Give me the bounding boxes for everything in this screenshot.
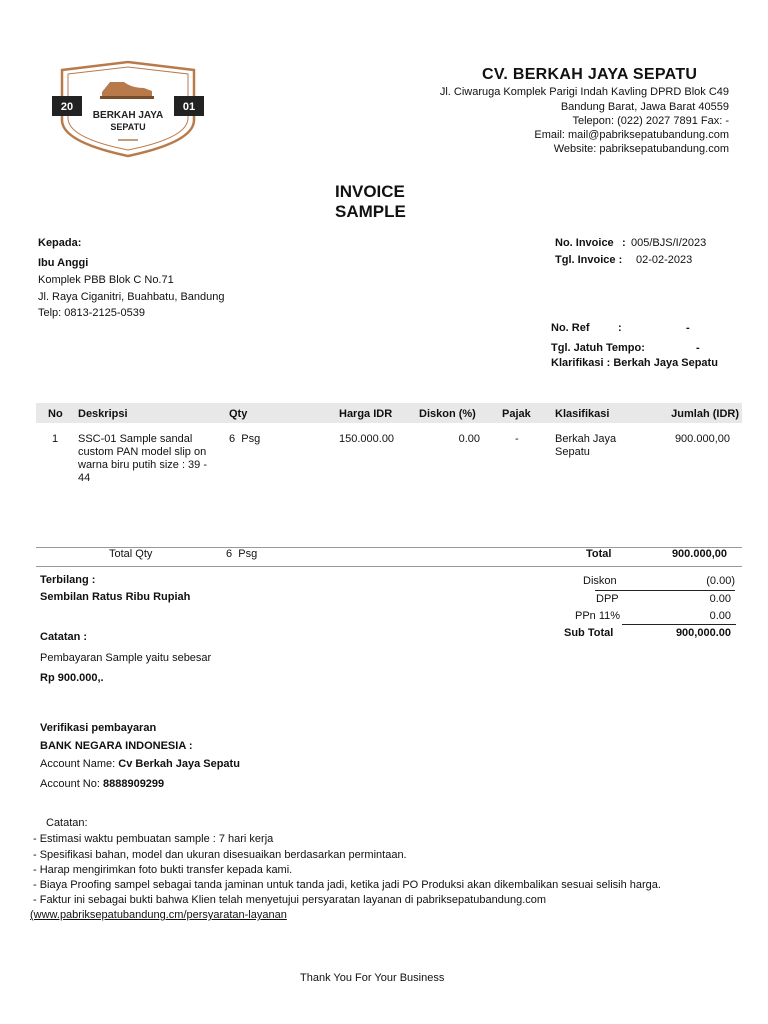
- amount-in-words-value: Sembilan Ratus Ribu Rupiah: [40, 591, 191, 603]
- footer-thanks: Thank You For Your Business: [300, 972, 445, 984]
- total-value: 900.000,00: [671, 548, 727, 560]
- ppn-label: PPn 11%: [575, 610, 621, 622]
- account-name-value: Cv Berkah Jaya Sepatu: [118, 758, 240, 770]
- dpp-label: DPP: [596, 593, 619, 605]
- row-description: SSC-01 Sample sandal custom PAN model slip on warna biru putih size : 39 - 44: [78, 433, 208, 484]
- account-no-row: [40, 778, 164, 790]
- row-price: 150.000.00: [339, 433, 395, 445]
- notes-text: Pembayaran Sample yaitu sebesar: [40, 652, 212, 664]
- invoice-no-value: 005/BJS/I/2023: [631, 237, 707, 249]
- row-no: 1: [52, 433, 59, 445]
- total-divider: [36, 566, 742, 567]
- logo-text-line1: BERKAH JAYA: [92, 110, 164, 121]
- logo-year-right: 01: [182, 101, 196, 113]
- due-date-label: Tgl. Jatuh Tempo:: [551, 342, 645, 354]
- logo-year-left: 20: [60, 101, 74, 113]
- total-qty-value: 6 Psg: [226, 548, 258, 560]
- payment-verification-title: Verifikasi pembayaran: [40, 722, 157, 734]
- discount-label: Diskon: [583, 575, 617, 587]
- company-address-line2: Bandung Barat, Jawa Barat 40559: [560, 101, 729, 113]
- due-date-value: -: [696, 342, 700, 354]
- invoice-date-value: 02-02-2023: [636, 254, 693, 266]
- terms-link[interactable]: (www.pabriksepatubandung.cm/persyaratan-layanan: [30, 909, 287, 921]
- row-classification: Berkah Jaya Sepatu: [555, 433, 617, 458]
- account-name-row: [40, 758, 240, 770]
- row-discount: 0.00: [458, 433, 480, 445]
- column-header-no: No: [48, 408, 63, 420]
- bank-name: BANK NEGARA INDONESIA :: [40, 740, 193, 752]
- column-header-classification: Klasifikasi: [555, 408, 610, 420]
- terms-item-2: - Spesifikasi bahan, model dan ukuran disesuaikan berdasarkan permintaan.: [33, 849, 407, 861]
- recipient-phone: Telp: 0813-2125-0539: [38, 307, 146, 319]
- recipient-address-line1: Komplek PBB Blok C No.71: [38, 274, 174, 286]
- total-qty-label: Total Qty: [109, 548, 153, 560]
- account-name-label: Account Name:: [40, 758, 116, 770]
- terms-item-3: - Harap mengirimkan foto bukti transfer kepada kami.: [33, 864, 293, 876]
- company-address-line1: Jl. Ciwaruga Komplek Parigi Indah Kavling DPRD Blok C49: [439, 86, 729, 98]
- recipient-address-line2: Jl. Raya Ciganitri, Buahbatu, Bandung: [38, 291, 225, 303]
- invoice-no-separator: :: [622, 237, 626, 249]
- dpp-value: 0.00: [709, 593, 731, 605]
- terms-item-5: - Faktur ini sebagai bukti bahwa Klien telah menyetujui persyaratan layanan di pabriksepatubandung.com: [33, 894, 547, 906]
- terms-label: Catatan:: [46, 817, 88, 829]
- company-website: Website: pabriksepatubandung.com: [553, 143, 729, 155]
- recipient-label: Kepada:: [38, 237, 82, 249]
- subtotal-label: Sub Total: [564, 627, 614, 639]
- column-header-amount: Jumlah (IDR): [671, 408, 739, 420]
- recipient-name: Ibu Anggi: [38, 257, 89, 269]
- document-title: [335, 182, 406, 222]
- ppn-divider: [622, 624, 736, 625]
- company-email: Email: mail@pabriksepatubandung.com: [534, 129, 729, 141]
- notes-label: Catatan :: [40, 631, 88, 643]
- account-no-value: 8888909299: [102, 778, 165, 790]
- column-header-tax: Pajak: [502, 408, 531, 420]
- terms-item-4: - Biaya Proofing sampel sebagai tanda jaminan untuk tanda jadi, ketika jadi PO Produksi akan dikembalikan sesuai selisih harga.: [33, 879, 661, 891]
- column-header-price: Harga IDR: [339, 408, 393, 420]
- shoe-icon: [100, 82, 154, 99]
- ref-value: -: [686, 322, 690, 334]
- column-header-qty: Qty: [229, 408, 248, 420]
- title-line2: SAMPLE: [335, 202, 406, 221]
- amount-in-words-label: Terbilang :: [40, 574, 96, 586]
- row-qty: 6 Psg: [229, 433, 261, 445]
- company-logo: [52, 58, 204, 158]
- title-line1: INVOICE: [335, 182, 405, 201]
- terms-item-1: - Estimasi waktu pembuatan sample : 7 hari kerja: [33, 833, 274, 845]
- ref-label: No. Ref: [551, 322, 590, 334]
- classification-label: Klarifikasi : Berkah Jaya Sepatu: [551, 357, 718, 369]
- account-no-label: Account No:: [40, 778, 100, 790]
- column-header-discount: Diskon (%): [419, 408, 476, 420]
- ref-separator: :: [618, 322, 622, 334]
- invoice-date-label: Tgl. Invoice :: [555, 254, 623, 266]
- invoice-no-label: No. Invoice: [555, 237, 614, 249]
- total-label: Total: [586, 548, 612, 560]
- column-header-description: Deskripsi: [78, 408, 128, 420]
- discount-divider: [595, 590, 735, 591]
- company-phone: Telepon: (022) 2027 7891 Fax: -: [572, 115, 729, 127]
- row-amount: 900.000,00: [674, 433, 730, 445]
- terms-link-row: [30, 909, 287, 921]
- discount-value: (0.00): [706, 575, 735, 587]
- row-tax: -: [515, 433, 519, 445]
- company-name: CV. BERKAH JAYA SEPATU: [482, 66, 698, 83]
- logo-text-line2: SEPATU: [110, 122, 146, 132]
- subtotal-value: 900,000.00: [675, 627, 731, 639]
- ppn-value: 0.00: [709, 610, 731, 622]
- notes-amount: Rp 900.000,.: [40, 672, 104, 684]
